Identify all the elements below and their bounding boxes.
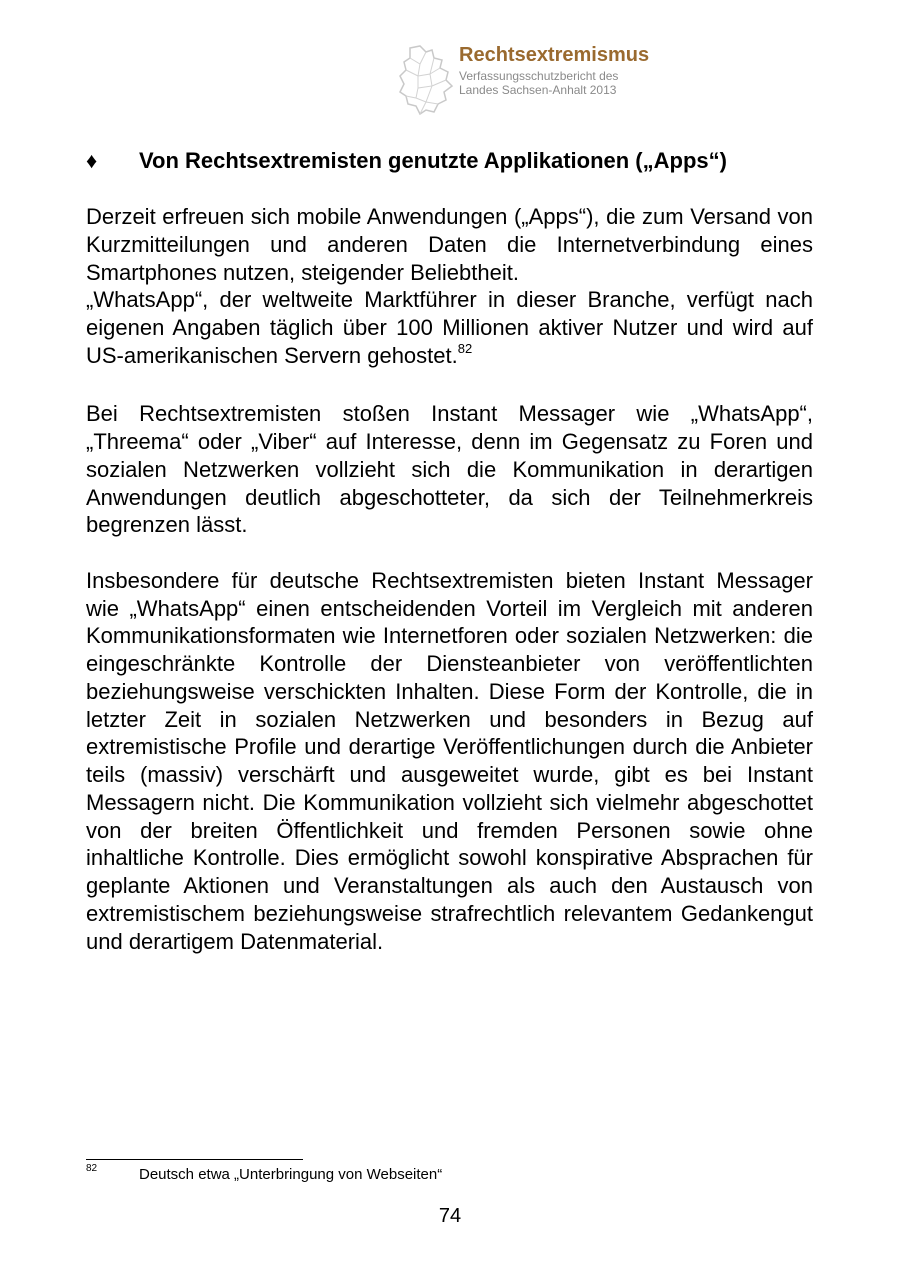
- body-text: [86, 203, 813, 955]
- footnote-divider: [86, 1159, 303, 1160]
- paragraph-2-text: „WhatsApp“, der weltweite Marktführer in dieser Branche, verfügt nach eigenen Angaben täglich über 100 Millionen aktiver Nutzer und wird auf US-amerikanischen Servern gehostet.: [86, 287, 813, 368]
- paragraph-1: Derzeit erfreuen sich mobile Anwendungen („Apps“), die zum Versand von Kurzmitteilungen und anderen Daten die Internetverbindung eines Smartphones nutzen, steigender Beliebtheit.: [86, 204, 813, 285]
- section-heading: [86, 148, 816, 174]
- sachsen-anhalt-map-icon: [396, 44, 454, 116]
- header-subtitle-line1: Verfassungsschutzbericht des: [459, 69, 619, 83]
- header-subtitle-line2: Landes Sachsen-Anhalt 2013: [459, 83, 617, 97]
- footnote-reference: 82: [457, 340, 473, 356]
- paragraph-4: Insbesondere für deutsche Rechtsextremisten bieten Instant Messager wie „WhatsApp“ einen entscheidenden Vorteil im Vergleich mit anderen Kommunikationsformaten wie Internetforen oder sozialen Netzwerken: die eingeschränkte Kontrolle der Diensteanbieter von veröffentlichten beziehungsweise verschickten Inhalten. Diese Form der Kontrolle, die in letzter Zeit in sozialen Netzwerken und besonders in Bezug auf extremistische Profile und derartige Veröffentlichungen durch die Anbieter teils (massiv) verschärft und ausgeweitet wurde, gibt es bei Instant Messagern nicht. Die Kommunikation vollzieht sich vielmehr abgeschottet von der breiten Öffentlichkeit und fremden Personen sowie ohne inhaltliche Kontrolle. Dies ermöglicht sowohl konspirative Absprachen für geplante Aktionen und Veranstaltungen als auch den Austausch von extremistischem beziehungsweise strafrechtlich relevantem Gedankengut und derartigem Datenmaterial.: [86, 567, 813, 954]
- footnote-number: 82: [86, 1163, 98, 1174]
- footnote-text: Deutsch etwa „Unterbringung von Webseiten“: [139, 1166, 443, 1183]
- page-header: [396, 44, 696, 114]
- diamond-bullet-icon: ♦: [86, 148, 98, 173]
- paragraph-3: Bei Rechtsextremisten stoßen Instant Messager wie „WhatsApp“, „Threema“ oder „Viber“ auf Interesse, denn im Gegensatz zu Foren und sozialen Netzwerken vollzieht sich die Kommunikation in derartigen Anwendungen deutlich abgeschotteter, da sich der Teilnehmerkreis begrenzen lässt.: [86, 401, 813, 538]
- section-heading-text: Von Rechtsextremisten genutzte Applikationen („Apps“): [139, 148, 727, 173]
- header-title: Rechtsextremismus: [459, 44, 650, 66]
- page-number: 74: [438, 1205, 462, 1227]
- paragraph-2: [86, 286, 813, 372]
